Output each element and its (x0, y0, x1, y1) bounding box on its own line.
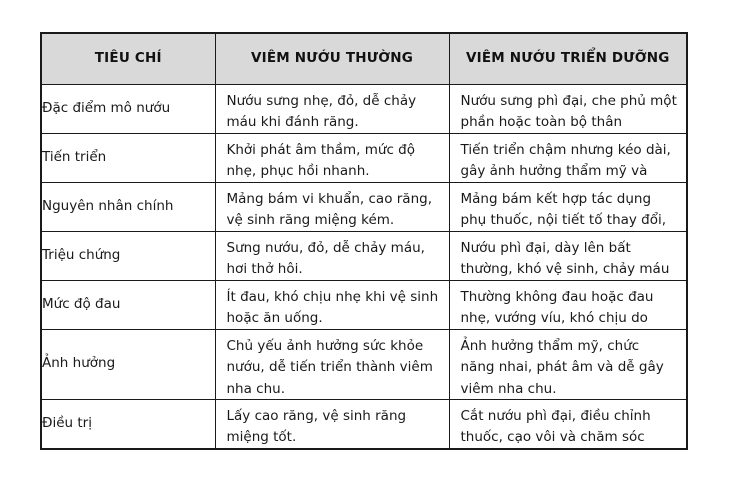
table-body (41, 84, 687, 449)
cell-text: Sưng nướu, đỏ, dễ chảy máu, hơi thở hôi. (226, 239, 425, 277)
column-header-hyperplastic-gingivitis (449, 33, 687, 84)
cell-text: Ảnh hưởng thẩm mỹ, chức năng nhai, phát âm và dễ gây viêm nha chu. (460, 337, 664, 397)
cell-text: Cắt nướu phì đại, điều chỉnh thuốc, cạo vôi và chăm sóc (460, 407, 651, 445)
cell-hyperplastic-gingivitis (449, 182, 687, 231)
cell-criterion: Ảnh hưởng (41, 329, 215, 399)
cell-criterion: Nguyên nhân chính (41, 182, 215, 231)
cell-criterion: Tiến triển (41, 133, 215, 182)
table-row (41, 329, 687, 399)
cell-hyperplastic-gingivitis (449, 231, 687, 280)
comparison-table (40, 32, 688, 450)
table-row (41, 133, 687, 182)
column-header-criterion-label: TIÊU CHÍ (94, 50, 162, 67)
cell-criterion: Đặc điểm mô nướu (41, 84, 215, 133)
table-row (41, 280, 687, 329)
column-header-hyperplastic-gingivitis-label: VIÊM NƯỚU TRIỂN DƯỠNG (465, 50, 670, 67)
table-row (41, 231, 687, 280)
cell-normal-gingivitis (215, 84, 449, 133)
cell-text: Khởi phát âm thầm, mức độ nhẹ, phục hồi nhanh. (226, 141, 416, 179)
cell-hyperplastic-gingivitis (449, 399, 687, 449)
cell-hyperplastic-gingivitis (449, 329, 687, 399)
column-header-normal-gingivitis-label: VIÊM NƯỚU THƯỜNG (250, 50, 414, 67)
cell-text: Mảng bám vi khuẩn, cao răng, vệ sinh răng miệng kém. (226, 190, 432, 228)
column-header-criterion (41, 33, 215, 84)
cell-text: Lấy cao răng, vệ sinh răng miệng tốt. (226, 407, 407, 445)
cell-text: Mảng bám kết hợp tác dụng phụ thuốc, nội tiết tố thay đổi, (460, 190, 667, 228)
cell-text: Nướu phì đại, dày lên bất thường, khó vệ sinh, chảy máu (460, 239, 670, 277)
cell-text: Chủ yếu ảnh hưởng sức khỏe nướu, dễ tiến triển thành viêm nha chu. (226, 337, 433, 397)
cell-text: Nướu sưng phì đại, che phủ một phần hoặc toàn bộ thân (460, 92, 677, 130)
cell-hyperplastic-gingivitis (449, 133, 687, 182)
header-row (41, 33, 687, 84)
cell-normal-gingivitis (215, 280, 449, 329)
cell-criterion: Triệu chứng (41, 231, 215, 280)
cell-normal-gingivitis (215, 182, 449, 231)
cell-criterion: Mức độ đau (41, 280, 215, 329)
cell-text: Tiến triển chậm nhưng kéo dài, gây ảnh hưởng thẩm mỹ và (460, 141, 671, 179)
cell-normal-gingivitis (215, 399, 449, 449)
cell-hyperplastic-gingivitis (449, 84, 687, 133)
cell-hyperplastic-gingivitis (449, 280, 687, 329)
column-header-normal-gingivitis (215, 33, 449, 84)
table-row (41, 84, 687, 133)
cell-criterion: Điều trị (41, 399, 215, 449)
table-row (41, 399, 687, 449)
cell-text: Thường không đau hoặc đau nhẹ, vướng víu, khó chịu do (460, 288, 654, 326)
table-row (41, 182, 687, 231)
table-header (41, 33, 687, 84)
cell-text: Ít đau, khó chịu nhẹ khi vệ sinh hoặc ăn uống. (226, 288, 439, 326)
cell-normal-gingivitis (215, 231, 449, 280)
cell-normal-gingivitis (215, 329, 449, 399)
cell-normal-gingivitis (215, 133, 449, 182)
cell-text: Nướu sưng nhẹ, đỏ, dễ chảy máu khi đánh răng. (226, 92, 417, 130)
